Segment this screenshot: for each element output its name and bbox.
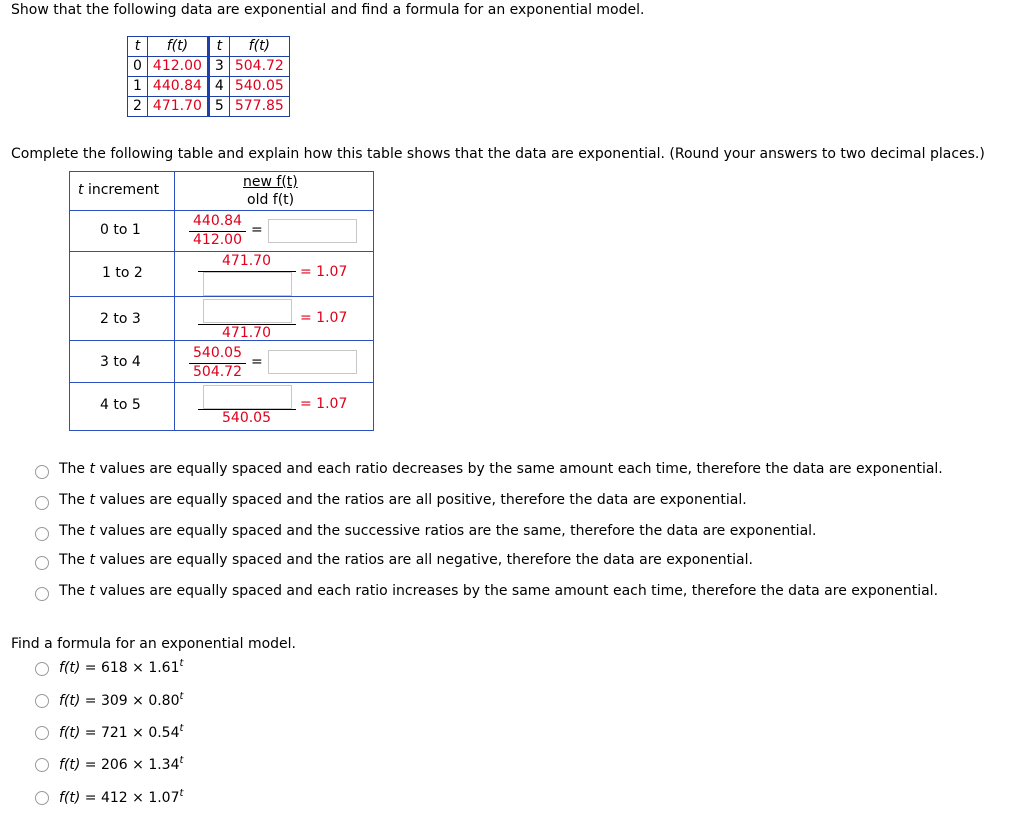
table-row — [128, 97, 290, 117]
equals-sign: = — [251, 354, 263, 370]
table-cell: 504.72 — [229, 57, 289, 77]
table-cell: 4 — [208, 77, 229, 97]
table-header: t — [208, 37, 229, 57]
formula-option[interactable]: $f(t) = 721 \times 0.54^t$ — [59, 723, 184, 741]
table-cell: 577.85 — [229, 97, 289, 117]
explanation-radio[interactable] — [35, 556, 49, 570]
formula-option[interactable]: $f(t) = 206 \times 1.34^t$ — [59, 755, 184, 773]
table-cell: 412.00 — [147, 57, 208, 77]
table-cell: 2 — [128, 97, 148, 117]
ratio-result: = 1.07 — [300, 264, 348, 280]
explanation-radio[interactable] — [35, 587, 49, 601]
formula-option[interactable]: $f(t) = 412 \times 1.07^t$ — [59, 788, 184, 806]
table-header: f(t) — [147, 37, 208, 57]
ratio-denominator: 412.00 — [193, 232, 242, 248]
ratio-denominator: 504.72 — [193, 364, 242, 380]
table-instruction: Complete the following table and explain how this table shows that the data are exponential. (Round your answers to two decimal places.) — [11, 146, 985, 162]
table-cell: 471.70 — [147, 97, 208, 117]
increment-label: 2 to 3 — [100, 311, 141, 327]
explanation-option[interactable]: The t values are equally spaced and each ratio increases by the same amount each time, therefore the data are exponential. — [59, 583, 939, 599]
formula-prompt: Find a formula for an exponential model. — [11, 636, 297, 652]
divider — [70, 296, 373, 297]
ratio-answer-input[interactable] — [268, 219, 357, 243]
table-cell: 0 — [128, 57, 148, 77]
formula-radio[interactable] — [35, 791, 49, 805]
table-header: t — [128, 37, 148, 57]
formula-radio[interactable] — [35, 726, 49, 740]
explanation-option[interactable]: The t values are equally spaced and the successive ratios are the same, therefore the data are exponential. — [59, 523, 817, 539]
data-table — [127, 36, 290, 117]
explanation-option[interactable]: The t values are equally spaced and each ratio decreases by the same amount each time, therefore the data are exponential. — [59, 461, 943, 477]
increment-header: t increment — [78, 182, 160, 198]
ratio-denominator: 471.70 — [222, 325, 271, 341]
table-header: f(t) — [229, 37, 289, 57]
increment-label: 4 to 5 — [100, 397, 141, 413]
formula-radio[interactable] — [35, 694, 49, 708]
ratio-header-denominator: old f(t) — [247, 192, 295, 208]
ratio-numerator: 440.84 — [193, 213, 242, 229]
increment-label: 1 to 2 — [102, 265, 143, 281]
explanation-option[interactable]: The t values are equally spaced and the ratios are all negative, therefore the data are exponential. — [59, 552, 753, 568]
ratio-numerator: 471.70 — [222, 253, 271, 269]
ratio-header-numerator: new f(t) — [243, 174, 298, 190]
ratio-result: = 1.07 — [300, 310, 348, 326]
table-row — [128, 37, 290, 57]
ratio-numerator-input[interactable] — [203, 299, 292, 323]
table-row — [128, 77, 290, 97]
table-cell: 540.05 — [229, 77, 289, 97]
formula-option[interactable]: $f(t) = 618 \times 1.61^t$ — [59, 658, 184, 676]
ratio-result: = 1.07 — [300, 396, 348, 412]
ratio-numerator: 540.05 — [193, 345, 242, 361]
table-cell: 440.84 — [147, 77, 208, 97]
divider — [70, 382, 373, 383]
equals-sign: = — [251, 222, 263, 238]
ratio-answer-input[interactable] — [268, 350, 357, 374]
explanation-radio[interactable] — [35, 496, 49, 510]
table-cell: 1 — [128, 77, 148, 97]
ratio-numerator-input[interactable] — [203, 385, 292, 409]
formula-option[interactable]: $f(t) = 309 \times 0.80^t$ — [59, 691, 184, 709]
divider — [70, 251, 373, 252]
table-row — [128, 57, 290, 77]
formula-radio[interactable] — [35, 662, 49, 676]
explanation-option[interactable]: The t values are equally spaced and the ratios are all positive, therefore the data are exponential. — [59, 492, 747, 508]
divider — [70, 210, 373, 211]
formula-radio[interactable] — [35, 758, 49, 772]
explanation-radio[interactable] — [35, 465, 49, 479]
ratio-denominator: 540.05 — [222, 410, 271, 426]
table-cell: 3 — [208, 57, 229, 77]
question-prompt: Show that the following data are exponential and find a formula for an exponential model. — [11, 2, 645, 18]
ratio-denominator-input[interactable] — [203, 272, 292, 296]
explanation-radio[interactable] — [35, 527, 49, 541]
table-cell: 5 — [208, 97, 229, 117]
increment-label: 0 to 1 — [100, 222, 141, 238]
increment-label: 3 to 4 — [100, 354, 141, 370]
